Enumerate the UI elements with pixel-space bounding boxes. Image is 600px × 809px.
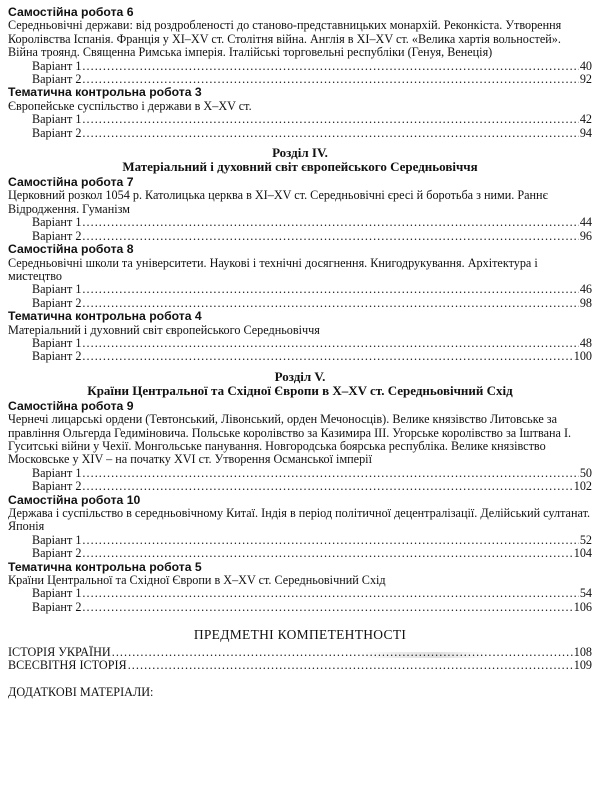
variant-label: Варіант 1	[32, 335, 82, 350]
page-number: 54	[579, 586, 592, 601]
variant-label: Варіант 2	[32, 72, 82, 87]
entry-title: Самостійна робота 7	[8, 175, 134, 190]
dot-leader	[82, 601, 572, 614]
dot-leader	[82, 480, 572, 493]
toc-entry	[8, 86, 592, 140]
page-number: 102	[573, 479, 592, 494]
page-number: 98	[579, 295, 592, 310]
entry-description: Країни Центральної та Східної Європи в X–XV ст. Середньовічний Схід	[8, 573, 386, 588]
page-number: 42	[579, 112, 592, 127]
variant-label: Варіант 1	[32, 586, 82, 601]
toc-entry	[8, 176, 592, 243]
page-number: 44	[579, 215, 592, 230]
toc-entry	[8, 6, 592, 86]
entry-title: Тематична контрольна робота 4	[8, 309, 202, 324]
dot-leader	[82, 337, 578, 350]
dot-leader	[82, 297, 578, 310]
page-number: 104	[573, 546, 592, 561]
dot-leader	[82, 534, 578, 547]
dot-leader	[82, 73, 578, 86]
variant-row[interactable]	[8, 587, 592, 600]
scan-smudge	[360, 652, 490, 658]
page-number: 109	[573, 658, 592, 673]
page-number: 108	[573, 644, 592, 659]
page-number: 40	[579, 58, 592, 73]
entry-description: Середньовічні держави: від роздробленості до станово-представницьких монархій. Реконкіста. Утворення Королівства Іспанія. Франція у XI–XV ст. Столітня війна. Англія в XI–XV ст. «Велика хартія вольностей». Війна троянд. Священна Римська імперія. Італійські торговельні республіки (Генуя, Венеція)	[8, 18, 562, 60]
dot-leader	[82, 283, 578, 296]
variant-row[interactable]	[8, 113, 592, 126]
page-number: 106	[573, 599, 592, 614]
variant-label: Варіант 2	[32, 599, 82, 614]
variant-row[interactable]	[8, 216, 592, 229]
variant-label: Варіант 1	[32, 112, 82, 127]
variant-label: Варіант 1	[32, 465, 82, 480]
chapter-number: Розділ V.	[274, 368, 326, 384]
entry-description: Середньовічні школи та університети. Наукові і технічні досягнення. Книгодрукування. Архітектура і мистецтво	[8, 255, 538, 283]
entry-description: Матеріальний і духовний світ європейського Середньовіччя	[8, 322, 320, 337]
competency-label: ВСЕСВІТНЯ ІСТОРІЯ	[8, 658, 127, 673]
page-number: 94	[579, 125, 592, 140]
page-number: 100	[573, 349, 592, 364]
toc-entry	[8, 561, 592, 615]
dot-leader	[82, 216, 578, 229]
variant-label: Варіант 1	[32, 215, 82, 230]
dot-leader	[82, 60, 578, 73]
dot-leader	[82, 547, 572, 560]
variant-label: Варіант 1	[32, 282, 82, 297]
entry-title: Тематична контрольна робота 3	[8, 85, 202, 100]
variant-label: Варіант 2	[32, 546, 82, 561]
variant-row[interactable]	[8, 283, 592, 296]
entry-description: Європейське суспільство і держави в X–XV ст.	[8, 98, 252, 113]
entry-title: Тематична контрольна робота 5	[8, 559, 202, 574]
variant-label: Варіант 2	[32, 125, 82, 140]
competency-label: ІСТОРІЯ УКРАЇНИ	[8, 644, 111, 659]
page-number: 52	[579, 532, 592, 547]
entry-description: Держава і суспільство в середньовічному Китаї. Індія в період політичної децентралізації. Делійський султанат. Японія	[8, 506, 591, 534]
variant-row[interactable]	[8, 350, 592, 363]
extra-materials-label: ДОДАТКОВІ МАТЕРІАЛИ:	[8, 685, 154, 700]
dot-leader	[82, 127, 578, 140]
variant-label: Варіант 2	[32, 228, 82, 243]
variant-row[interactable]	[8, 297, 592, 310]
dot-leader	[82, 467, 578, 480]
variant-label: Варіант 1	[32, 532, 82, 547]
toc-entry	[8, 310, 592, 364]
variant-label: Варіант 2	[32, 479, 82, 494]
entry-title: Самостійна робота 8	[8, 242, 134, 257]
chapter-title: Країни Центральної та Східної Європи в X–XV ст. Середньовічний Схід	[87, 382, 513, 398]
page-number: 46	[579, 282, 592, 297]
entry-title: Самостійна робота 9	[8, 398, 134, 413]
variant-row[interactable]	[8, 601, 592, 614]
variant-row[interactable]	[8, 230, 592, 243]
entry-title: Самостійна робота 6	[8, 5, 134, 19]
toc-entry	[8, 400, 592, 494]
dot-leader	[82, 350, 572, 363]
variant-row[interactable]	[8, 480, 592, 493]
page-number: 48	[579, 335, 592, 350]
dot-leader	[112, 646, 573, 659]
entry-title: Самостійна робота 10	[8, 492, 141, 507]
chapter-title: Матеріальний і духовний світ європейського Середньовіччя	[122, 159, 478, 175]
page-number: 96	[579, 228, 592, 243]
variant-label: Варіант 2	[32, 349, 82, 364]
variant-row[interactable]	[8, 73, 592, 86]
variant-row[interactable]	[8, 547, 592, 560]
page-number: 50	[579, 465, 592, 480]
competencies-title: ПРЕДМЕТНІ КОМПЕТЕНТНОСТІ	[193, 627, 407, 643]
variant-row[interactable]	[8, 127, 592, 140]
competency-row[interactable]	[8, 659, 592, 672]
variant-row[interactable]	[8, 467, 592, 480]
variant-row[interactable]	[8, 337, 592, 350]
dot-leader	[82, 230, 578, 243]
page-number: 92	[579, 72, 592, 87]
variant-row[interactable]	[8, 534, 592, 547]
chapter-number: Розділ IV.	[272, 145, 328, 161]
dot-leader	[82, 113, 578, 126]
toc-entry	[8, 243, 592, 310]
variant-row[interactable]	[8, 60, 592, 73]
variant-label: Варіант 2	[32, 295, 82, 310]
entry-description: Чернечі лицарські ордени (Тевтонський, Лівонський, орден Мечоносців). Велике князівство Литовське за правління Ольгерда Гедиміновича. Польське королівство за Казимира III. Угорське королівство за Іштвана I. Гуситські війни у Чехії. Монгольське панування. Новгородська боярська республіка. Велике князівство Московське у XIV – на початку XVI ст. Утворення Османської імперії	[8, 412, 572, 467]
dot-leader	[82, 587, 578, 600]
dot-leader	[128, 659, 573, 672]
variant-label: Варіант 1	[32, 58, 82, 73]
entry-description: Церковний розкол 1054 р. Католицька церква в XI–XV ст. Середньовічні єресі й боротьба з ними. Раннє Відродження. Гуманізм	[8, 188, 548, 216]
competency-row[interactable]	[8, 646, 592, 659]
toc-entry	[8, 494, 592, 561]
